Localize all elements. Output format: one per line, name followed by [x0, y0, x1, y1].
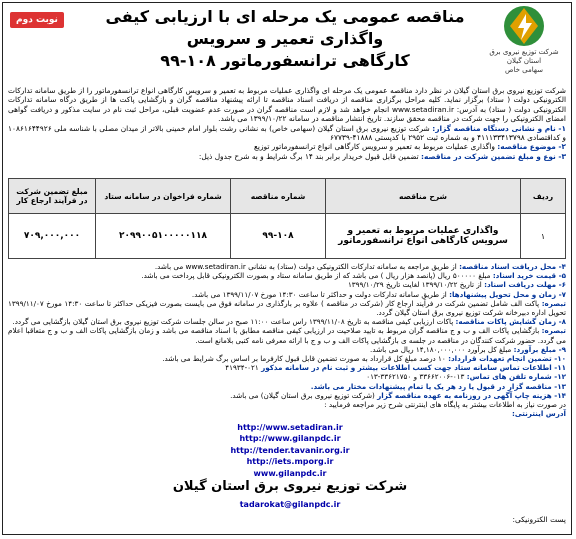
item-text: ۱۰ درصد مبلغ کل قرارداد به صورت تضمین قابل قبول کارفرما بر اساس برگ شرایط می باشد.: [162, 354, 446, 364]
section-3-label: ۳- نوع و مبلغ تضمین شرکت در مناقصه:: [421, 151, 566, 161]
company-logo: [478, 4, 570, 84]
title-line-1: مناقصه عمومی یک مرحله ای با ارزیابی کیفی واگذاری تعمیر و سرویس: [105, 7, 465, 48]
link-iets[interactable]: http://iets.mporg.ir: [246, 457, 334, 467]
list-item: [8, 363, 566, 372]
header-guarantee-amount: مبلغ تضمین شرکت در فرآیند ارجاع کار: [9, 179, 96, 214]
item-label: ۱۲- شماره تلفن های تماس:: [466, 372, 566, 382]
section-1: [8, 124, 566, 143]
list-item: [8, 271, 566, 280]
list-item: [8, 290, 566, 299]
header-description: شرح مناقصه: [326, 179, 521, 214]
list-item: [8, 345, 566, 354]
logo-line-1: شرکت توزیع نیروی برق: [489, 48, 559, 56]
logo-emblem-icon: [502, 4, 546, 48]
item-label: ۱۳- مناقصه گزار در قبول یا رد هر یک یا تمام پیشنهادات مختار می باشد.: [310, 381, 566, 391]
list-item: [8, 299, 566, 317]
logo-line-3: سهامی خاص: [505, 66, 543, 74]
item-text: ۰۲۱-۴۱۹۳۴: [225, 363, 259, 373]
links-label: [8, 409, 566, 418]
section-2: [8, 142, 566, 151]
header-row-number: ردیف: [521, 179, 566, 214]
section-3: [8, 152, 566, 161]
item-text: از تاریخ ۱۳۹۹/۱۰/۲۲ لغایت تاریخ ۱۳۹۹/۱۰/۲۹: [347, 280, 482, 290]
link-gilanpdc[interactable]: http://www.gilanpdc.ir: [239, 434, 341, 444]
link-setadiran[interactable]: http://www.setadiran.ir: [237, 423, 343, 432]
list-item: [8, 317, 566, 326]
footer-company-name: شرکت توزیع نیروی برق استان گیلان: [172, 479, 408, 494]
list-item: [8, 354, 566, 363]
item-label: در صورت نیاز به اطلاعات بیشتر به پایگاه های اینترنتی شرح زیر مراجعه فرمایید :: [324, 400, 566, 410]
links-label-text: آدرس اینترنتی:: [512, 409, 566, 419]
intro-section: [8, 86, 566, 161]
footer-email-label: پست الکترونیکی:: [512, 515, 566, 524]
list-item: [8, 372, 566, 381]
cell-description: واگذاری عملیات مربوط به تعمیر و سرویس کارگاهی انواع ترانسفورماتور: [326, 214, 521, 259]
list-item: [8, 382, 566, 391]
conditions-list: [8, 262, 566, 418]
header-call-number: شماره فراخوان در سامانه ستاد: [96, 179, 231, 214]
link-tavanir-tender[interactable]: http://tender.tavanir.org.ir: [230, 445, 350, 455]
item-label: ۶- مهلت دریافت اسناد:: [484, 280, 566, 290]
item-text: از طریق مراجعه به سامانه تدارکات الکترونیکی دولت (ستاد) به نشانی www.setadiran.ir می باشد.: [154, 262, 457, 271]
list-item: [8, 400, 566, 409]
item-label: ۹- مبلغ برآورد:: [513, 344, 566, 354]
item-text: مبلغ ۵۰۰۰۰۰ ریال (پانصد هزار ریال ) می باشد که از طریق سامانه ستاد و بصورت الکترونیکی قابل پرداخت می باشد.: [141, 271, 491, 281]
notice-title: [95, 6, 475, 72]
table-row: [9, 214, 566, 259]
cell-row-number: ۱: [521, 214, 566, 259]
item-label: ۱۰- تضمین انجام تعهدات قرارداد:: [448, 354, 566, 364]
item-label: تبصره:: [541, 298, 566, 308]
header-tender-number: شماره مناقصه: [231, 179, 326, 214]
item-label: ۴- محل دریافت اسناد مناقصه:: [459, 262, 566, 271]
list-item: [8, 262, 566, 271]
title-line-2: کارگاهی ترانسفورماتور ۱۰۸-۹۹: [160, 51, 410, 70]
item-text: از طریق سامانه تدارکات دولت و حداکثر تا ساعت ۱۴:۳۰ مورخ ۱۳۹۹/۱۱/۰۷ می باشد.: [191, 289, 447, 299]
item-label: ۷- زمان و محل تحویل پیشنهادها:: [449, 289, 566, 299]
item-text: (شرکت توزیع نیروی برق استان گیلان) می باشد.: [230, 390, 375, 400]
table-header-row: [9, 179, 566, 214]
item-text: مبلغ کل برآورد ۱۴,۱۸۰,۰۰۰,۰۰۰ ریال می باشد.: [370, 344, 512, 354]
cell-tender-number: ۹۹-۱۰۸: [231, 214, 326, 259]
section-2-label: ۲- موضوع مناقصه:: [497, 142, 566, 152]
item-label: تبصره:: [541, 326, 566, 336]
item-text: بازگشایی پاکات الف و ب و ج مناقصه گران مربوط به تایید صلاحیت در ارزیابی کیفی مناقصه مطابق با اسناد مناقصه می باشد و زمان بازگشایی پاکات الف و ب و ج متعاقبا اعلام می گردد. حضور شرکت کنندگان در مناقصه در جلسه ی بازگشایی پاکات الف و ب و ج با ارائه معرفی نامه کتبی بلامانع است.: [8, 326, 566, 345]
item-text: پاکت الف شامل تضمین شرکت در فرآیند ارجاع کار (شرکت در مناقصه ) علاوه بر بارگذاری در سامانه فوق می بایست بصورت فیزیکی حداکثر تا ساعت ۱۴:۳۰ مورخ ۱۳۹۹/۱۱/۰۷ تحویل اداره دبیرخانه شرکت توزیع نیروی برق استان گیلان گردد.: [8, 298, 566, 318]
second-issue-badge: نوبت دوم: [10, 12, 64, 28]
item-label: ۱۴- هزینه چاپ آگهی در روزنامه به عهده مناقصه گزار: [377, 390, 566, 400]
section-3-text: تضمین قابل قبول خریدار برابر بند ۱۴ برگ شرایط و به شرح جدول ذیل:: [198, 151, 419, 161]
list-item: [8, 326, 566, 344]
list-item: [8, 280, 566, 289]
section-1-label: ۱- نام و نشانی دستگاه مناقصه گزار:: [432, 123, 567, 133]
item-text: پاکات ارزیابی کیفی مناقصه به تاریخ ۱۳۹۹/۱۱/۰۸ راس ساعت ۱۱:۰۰ صبح در سالن جلسات شرکت توزیع نیروی برق استان گیلان بازگشایی می گردد.: [12, 317, 454, 327]
link-gilanpdc-www[interactable]: www.gilanpdc.ir: [253, 468, 327, 478]
cell-call-number: ۲۰۹۹۰۰۵۱۰۰۰۰۰۱۱۸: [96, 214, 231, 259]
item-text: ۰۱۳-۳۳۶۶۲۰۰۶ و ۳۳۶۲۱۷۵۰-۰۱۳: [366, 372, 465, 382]
logo-line-2: استان گیلان: [506, 57, 542, 65]
footer-email[interactable]: tadarokat@gilanpdc.ir: [239, 500, 341, 509]
section-2-text: واگذاری عملیات مربوط به تعمیر و سرویس کارگاهی انواع ترانسفورماتور توزیع: [253, 142, 495, 152]
cell-guarantee-amount: ۷۰۹,۰۰۰,۰۰۰: [9, 214, 96, 259]
item-label: ۵- قیمت خرید اسناد:: [492, 271, 566, 281]
section-1-text: شرکت توزیع نیروی برق استان گیلان (سهامی خاص) به نشانی رشت بلوار امام خمینی بالاتر از میدان مصلی با شناسه ملی ۱۰۸۶۱۶۴۴۹۲۶ و کداقتصادی ۴۱۱۱۳۳۴۱۳۷۹۸ و به شماره ثبت ۲۹۵۲ با کدپستی ۴۱۸۸۸-۶۷۷۳۹: [8, 123, 566, 143]
item-label: ۱۱- اطلاعات تماس سامانه ستاد جهت کسب اطلاعات بیشتر و ثبت نام در سامانه مذکور: [261, 363, 566, 373]
website-links: [150, 422, 430, 479]
item-label: ۸- زمان گشایش پاکات مناقصه:: [455, 317, 566, 327]
list-item: [8, 391, 566, 400]
intro-paragraph: شرکت توزیع نیروی برق استان گیلان در نظر دارد مناقصه عمومی یک مرحله ای واگذاری عملیات مربوط به تعمیر و سرویس کارگاهی انواع ترانسفورماتور را از طریق سامانه تدارکات الکترونیکی دولت ( ستاد) برگزار نماید. کلیه مراحل برگزاری مناقصه از دریافت اسناد مناقصه تا ارائه پیشنهاد مناقصه گران و بازگشایی پاکت ها از طریق درگاه سامانه تدارکات الکترونیکی دولت ( ستاد) به آدرس: www.setadiran.ir انجام خواهد شد و لازم است مناقصه گران در صورت عدم عضویت قبلی، مراحل ثبت نام در سایت مذکور و دریافت گواهی امضای الکترونیکی را جهت شرکت در مناقصه محقق سازند. تاریخ انتشار مناقصه در سامانه ۱۳۹۹/۱۰/۲۲ می باشد.: [8, 86, 567, 124]
tender-table: [8, 178, 566, 259]
